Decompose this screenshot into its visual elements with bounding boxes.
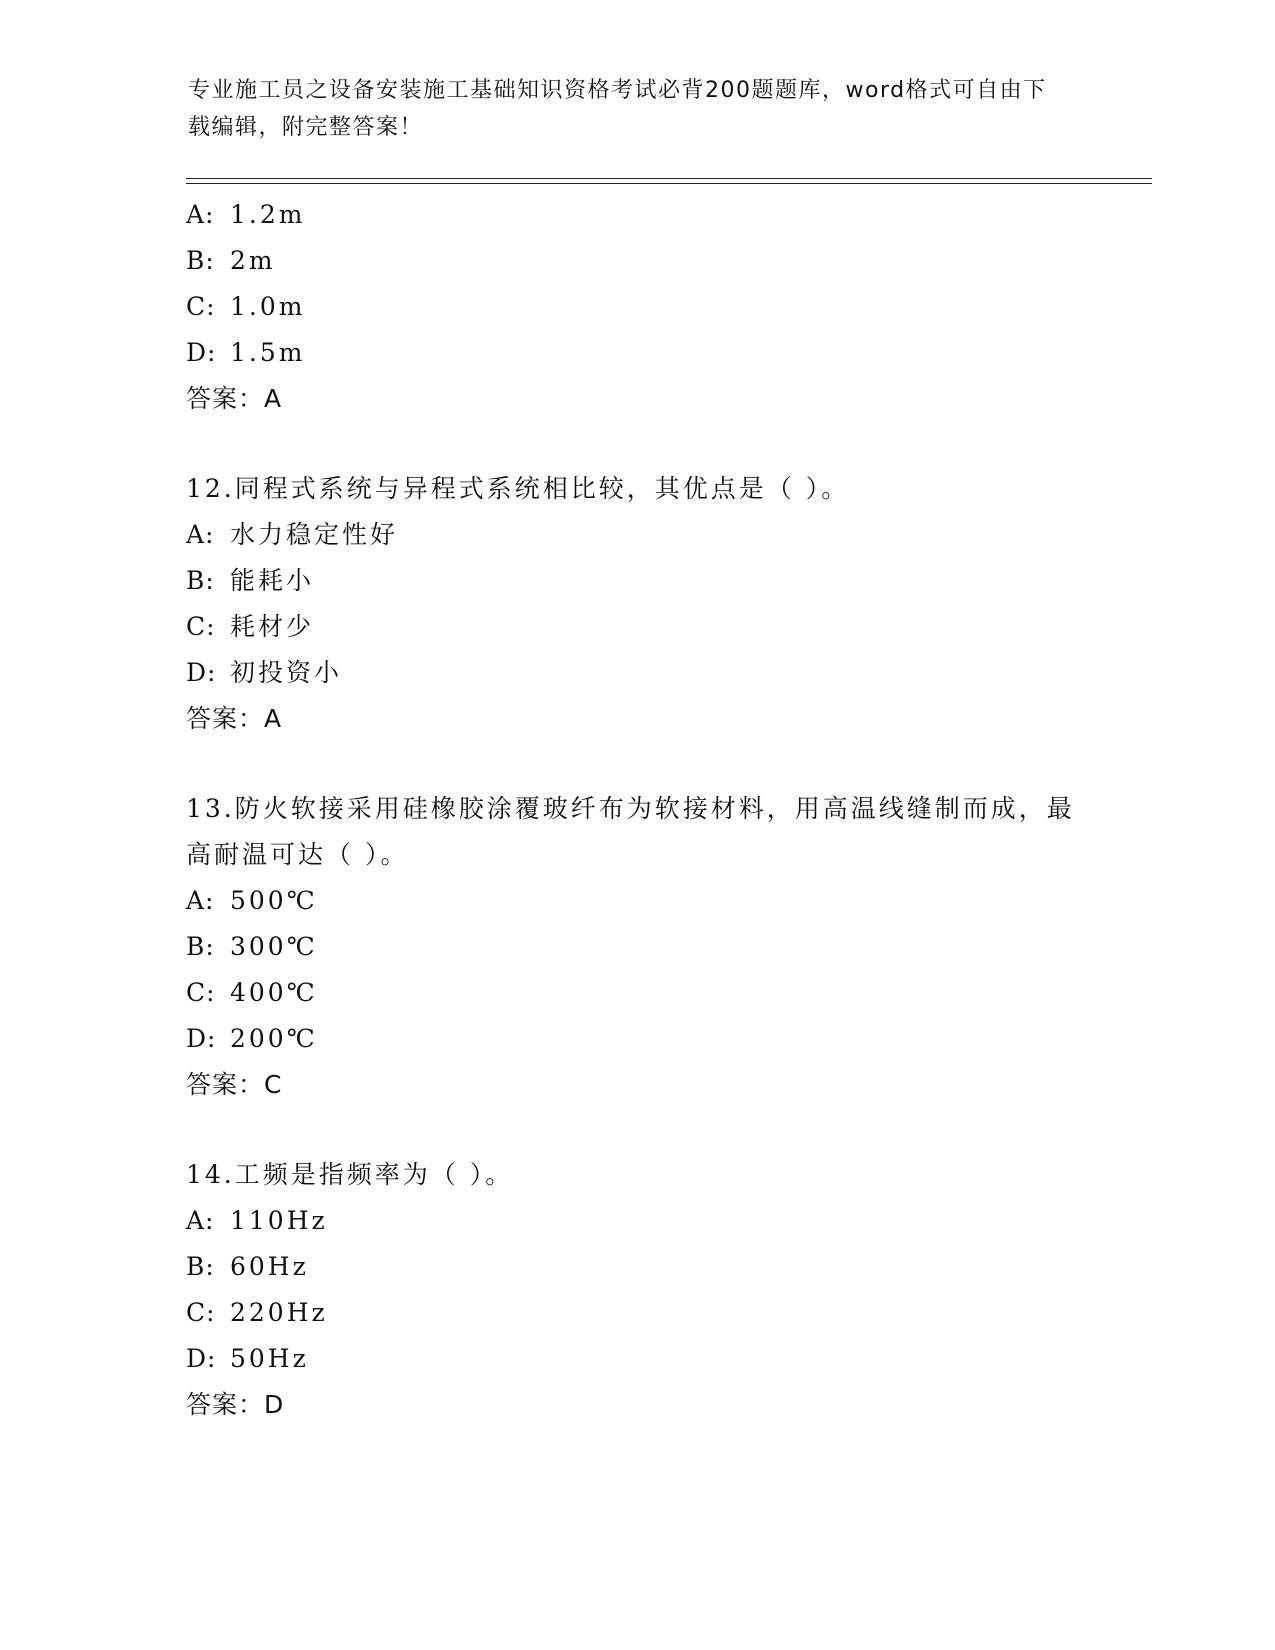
- option-letter: D:: [186, 658, 217, 687]
- question-stem: [186, 786, 1086, 878]
- option-letter: A:: [186, 200, 215, 229]
- option-text: 500℃: [230, 886, 318, 915]
- option-letter: D:: [186, 1024, 217, 1053]
- option-letter: A:: [186, 886, 215, 915]
- answer-line: [186, 1062, 1086, 1108]
- question-12: [186, 466, 1086, 742]
- option-letter: A:: [186, 1206, 215, 1235]
- option-text: 耗材少: [230, 612, 315, 641]
- option-b: [186, 924, 1086, 970]
- option-b: [186, 1244, 1086, 1290]
- option-c: [186, 284, 1086, 330]
- option-d: [186, 1336, 1086, 1382]
- option-letter: D:: [186, 338, 217, 367]
- option-text: 220Hz: [230, 1298, 328, 1327]
- answer-label: 答案：: [186, 384, 265, 413]
- answer-value: D: [264, 1390, 285, 1419]
- option-letter: C:: [186, 978, 216, 1007]
- option-a: [186, 512, 1086, 558]
- question-number: 14.: [186, 1160, 235, 1189]
- option-letter: B:: [186, 932, 215, 961]
- option-text: 300℃: [230, 932, 318, 961]
- option-b: [186, 238, 1086, 284]
- question-text: 同程式系统与异程式系统相比较，其优点是（ ）。: [234, 474, 850, 503]
- question-text: 工频是指频率为（ ）。: [234, 1160, 514, 1189]
- question-13: [186, 786, 1086, 1108]
- option-letter: B:: [186, 566, 215, 595]
- header-rule-top: [186, 178, 1152, 179]
- option-text: 200℃: [230, 1024, 318, 1053]
- question-11: [186, 192, 1086, 422]
- option-c: [186, 1290, 1086, 1336]
- answer-line: [186, 696, 1086, 742]
- answer-line: [186, 1382, 1086, 1428]
- option-text: 水力稳定性好: [230, 520, 399, 549]
- option-text: 50Hz: [230, 1344, 309, 1373]
- option-letter: D:: [186, 1344, 217, 1373]
- question-text: 防火软接采用硅橡胶涂覆玻纤布为软接材料，用高温线缝制而成，最高耐温可达（ ）。: [186, 794, 1075, 869]
- option-d: [186, 1016, 1086, 1062]
- answer-label: 答案：: [186, 704, 265, 733]
- answer-label: 答案：: [186, 1070, 265, 1099]
- option-text: 1.2m: [230, 200, 306, 229]
- option-letter: B:: [186, 246, 215, 275]
- answer-label: 答案：: [186, 1390, 265, 1419]
- option-text: 1.5m: [230, 338, 306, 367]
- option-letter: B:: [186, 1252, 215, 1281]
- option-c: [186, 970, 1086, 1016]
- option-letter: C:: [186, 1298, 216, 1327]
- question-stem: [186, 466, 1086, 512]
- option-d: [186, 330, 1086, 376]
- option-text: 60Hz: [230, 1252, 309, 1281]
- option-a: [186, 878, 1086, 924]
- question-stem: [186, 1152, 1086, 1198]
- option-c: [186, 604, 1086, 650]
- option-text: 初投资小: [230, 658, 343, 687]
- option-d: [186, 650, 1086, 696]
- document-header: 专业施工员之设备安装施工基础知识资格考试必背200题题库，word格式可自由下载编辑，附完整答案！: [188, 78, 1047, 140]
- option-letter: A:: [186, 520, 215, 549]
- answer-line: [186, 376, 1086, 422]
- option-a: [186, 192, 1086, 238]
- answer-value: A: [264, 704, 283, 733]
- option-text: 1.0m: [230, 292, 306, 321]
- option-letter: C:: [186, 292, 216, 321]
- question-number: 13.: [186, 794, 235, 823]
- option-text: 110Hz: [230, 1206, 328, 1235]
- option-text: 能耗小: [230, 566, 315, 595]
- option-text: 400℃: [230, 978, 318, 1007]
- option-a: [186, 1198, 1086, 1244]
- question-14: [186, 1152, 1086, 1428]
- option-b: [186, 558, 1086, 604]
- header-rule-bottom: [186, 183, 1152, 184]
- answer-value: C: [264, 1070, 283, 1099]
- option-text: 2m: [230, 246, 276, 275]
- question-number: 12.: [186, 474, 235, 503]
- answer-value: A: [264, 384, 283, 413]
- question-list: [186, 192, 1086, 1472]
- option-letter: C:: [186, 612, 216, 641]
